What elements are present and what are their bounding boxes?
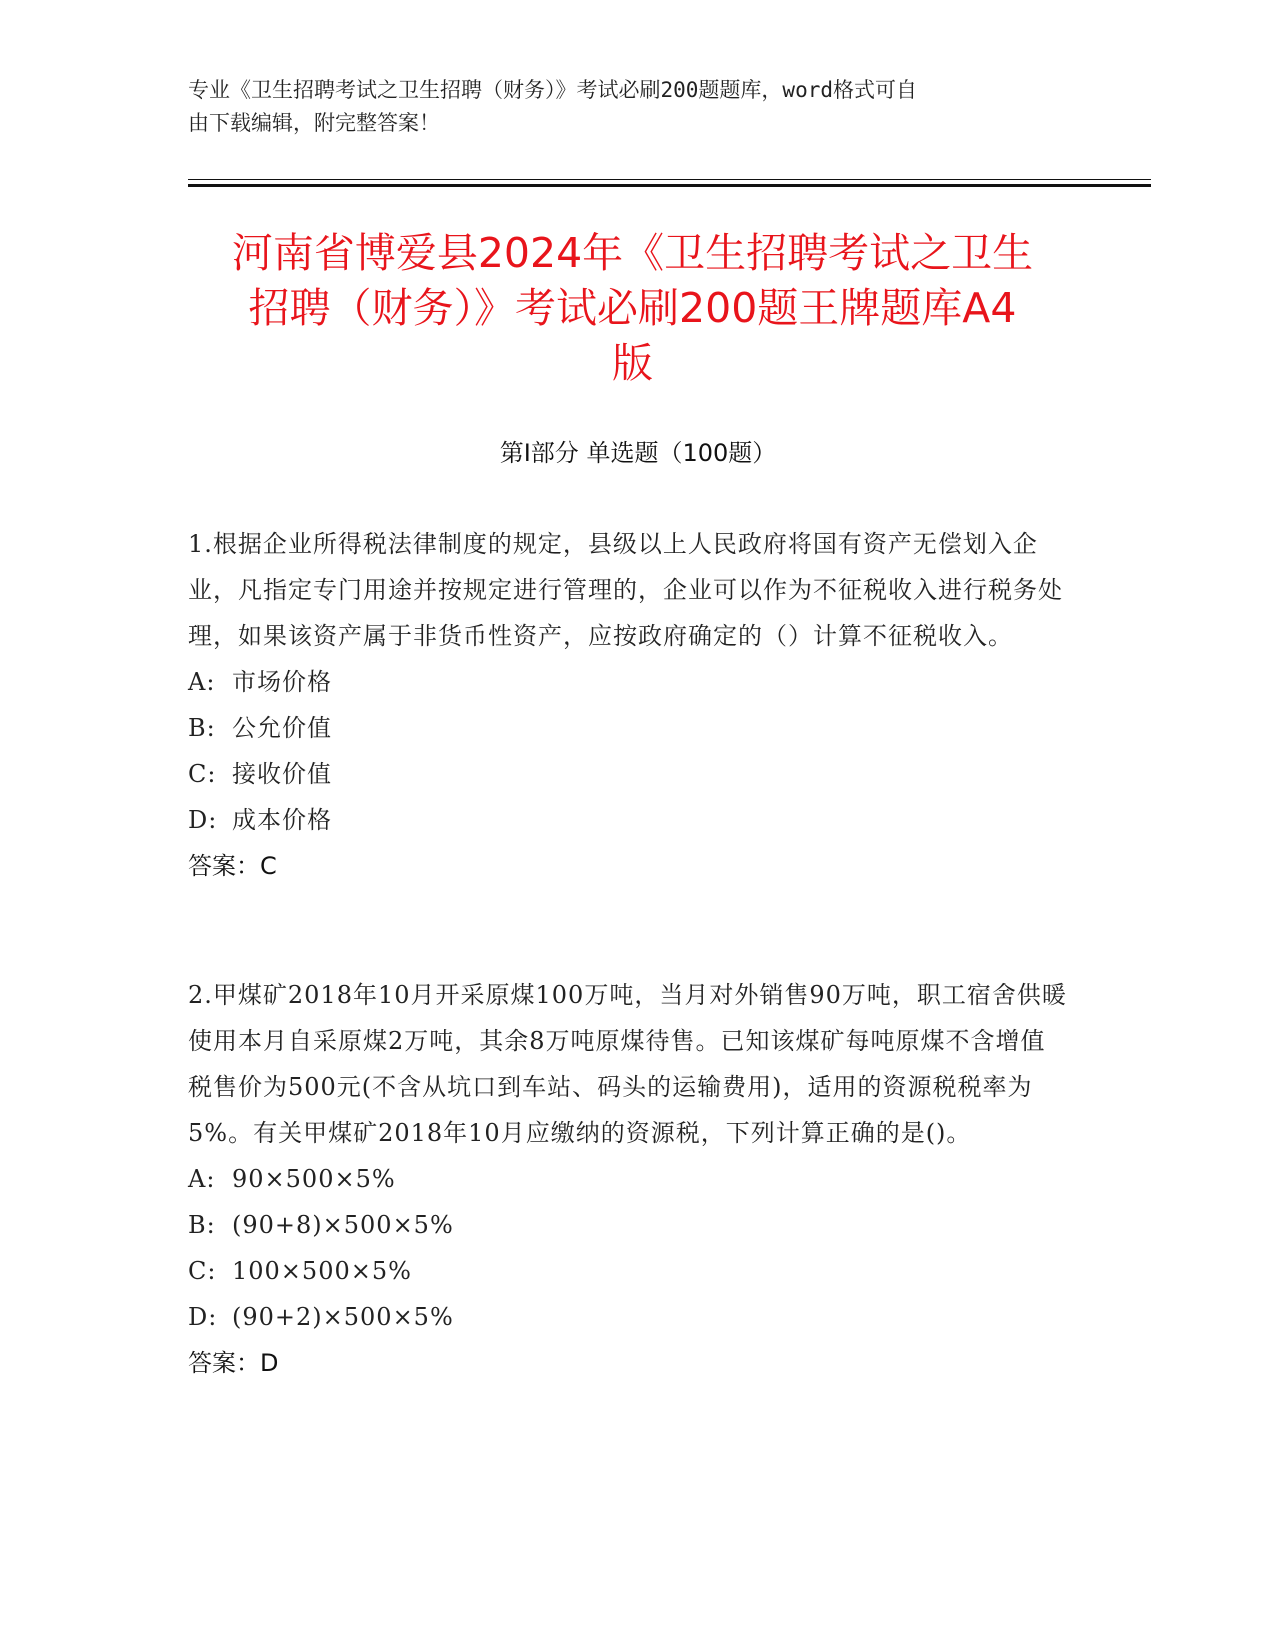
header-note <box>188 74 1068 140</box>
document-title <box>180 226 1085 391</box>
option-c <box>188 1248 1068 1294</box>
option-text: 接收价值 <box>232 760 332 788</box>
header-divider-thin <box>188 179 1151 180</box>
header-note-line-1: 专业《卫生招聘考试之卫生招聘（财务）》考试必刷200题题库，word格式可自 <box>188 78 917 102</box>
option-text: 公允价值 <box>232 714 332 742</box>
option-text: 市场价格 <box>232 668 332 696</box>
section-heading: 第Ⅰ部分 单选题（100题） <box>499 439 777 467</box>
option-text: (90+2)×500×5% <box>232 1303 454 1331</box>
question-1 <box>188 521 1068 889</box>
option-letter: B: <box>188 714 216 742</box>
question-2 <box>188 972 1068 1386</box>
question-stem: 2.甲煤矿2018年10月开采原煤100万吨，当月对外销售90万吨，职工宿舍供暖使用本月自采原煤2万吨，其余8万吨原煤待售。已知该煤矿每吨原煤不含增值税售价为500元(不含从坑口到车站、码头的运输费用)，适用的资源税税率为5%。有关甲煤矿2018年10月应缴纳的资源税，下列计算正确的是()。 <box>188 981 1067 1147</box>
option-b <box>188 1202 1068 1248</box>
option-d <box>188 797 1068 843</box>
option-a <box>188 1156 1068 1202</box>
option-text: 100×500×5% <box>232 1257 412 1285</box>
document-title-line-1: 河南省博爱县2024年《卫生招聘考试之卫生 <box>231 229 1034 277</box>
option-text: 成本价格 <box>232 806 332 834</box>
option-letter: C: <box>188 1257 217 1285</box>
option-text: 90×500×5% <box>232 1165 396 1193</box>
option-b <box>188 705 1068 751</box>
option-letter: B: <box>188 1211 216 1239</box>
option-c <box>188 751 1068 797</box>
header-divider-thick <box>188 184 1151 187</box>
option-text: (90+8)×500×5% <box>232 1211 454 1239</box>
option-letter: A: <box>188 1165 216 1193</box>
option-letter: C: <box>188 760 217 788</box>
answer: 答案：C <box>188 852 277 880</box>
answer: 答案：D <box>188 1349 279 1377</box>
question-stem: 1.根据企业所得税法律制度的规定，县级以上人民政府将国有资产无偿划入企业，凡指定专门用途并按规定进行管理的，企业可以作为不征税收入进行税务处理，如果该资产属于非货币性资产，应按政府确定的（）计算不征税收入。 <box>188 530 1063 650</box>
option-d <box>188 1294 1068 1340</box>
document-title-line-3: 版 <box>612 339 653 387</box>
option-letter: D: <box>188 1303 218 1331</box>
option-a <box>188 659 1068 705</box>
option-letter: D: <box>188 806 218 834</box>
option-letter: A: <box>188 668 216 696</box>
document-title-line-2: 招聘（财务）》考试必刷200题王牌题库A4 <box>248 284 1017 332</box>
header-note-line-2: 由下载编辑，附完整答案！ <box>188 111 440 135</box>
